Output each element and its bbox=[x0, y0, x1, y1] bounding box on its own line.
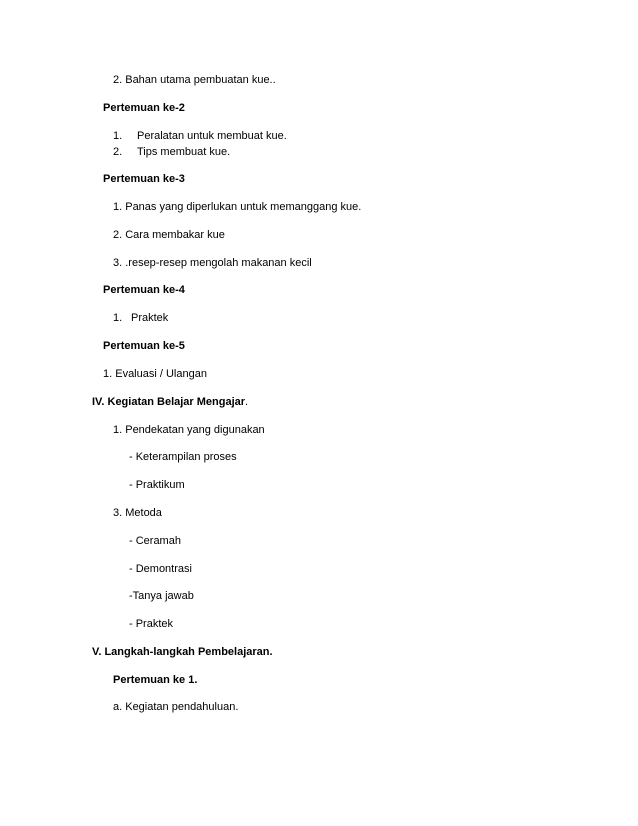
section-heading: Pertemuan ke-5 bbox=[103, 340, 185, 352]
chapter-heading: V. Langkah-langkah Pembelajaran. bbox=[92, 646, 273, 658]
list-text: Peralatan untuk membuat kue. bbox=[137, 130, 287, 142]
section-heading: Pertemuan ke-4 bbox=[103, 284, 185, 296]
list-item: - Keterampilan proses bbox=[129, 451, 237, 463]
list-item bbox=[113, 146, 230, 159]
section-heading: Pertemuan ke-2 bbox=[103, 102, 185, 114]
list-item: 3. Metoda bbox=[113, 507, 162, 519]
list-item: 1. Panas yang diperlukan untuk memanggang kue. bbox=[113, 201, 362, 213]
section-heading: Pertemuan ke-3 bbox=[103, 173, 185, 185]
list-text: Tips membuat kue. bbox=[137, 146, 231, 158]
list-number: 2. bbox=[113, 146, 123, 158]
chapter-heading-tail: . bbox=[245, 396, 249, 408]
list-number: 1. bbox=[113, 130, 123, 142]
list-item: 3. .resep-resep mengolah makanan kecil bbox=[113, 257, 312, 269]
list-item bbox=[113, 312, 168, 325]
list-item: - Praktikum bbox=[129, 479, 185, 491]
section-heading: Pertemuan ke 1. bbox=[113, 674, 198, 686]
list-item: - Ceramah bbox=[129, 535, 181, 547]
list-item: a. Kegiatan pendahuluan. bbox=[113, 701, 239, 713]
chapter-heading-text: IV. Kegiatan Belajar Mengajar bbox=[92, 396, 246, 408]
list-item: - Demontrasi bbox=[129, 563, 192, 575]
list-item: - Praktek bbox=[129, 618, 174, 630]
list-text: Praktek bbox=[131, 312, 169, 324]
list-number: 1. bbox=[113, 312, 123, 324]
list-item: -Tanya jawab bbox=[129, 590, 194, 602]
list-item: 1. Pendekatan yang digunakan bbox=[113, 424, 265, 436]
list-item bbox=[113, 130, 287, 143]
list-item: 2. Cara membakar kue bbox=[113, 229, 225, 241]
chapter-heading bbox=[92, 396, 248, 409]
list-item: 2. Bahan utama pembuatan kue.. bbox=[113, 74, 276, 86]
list-item: 1. Evaluasi / Ulangan bbox=[103, 368, 207, 380]
